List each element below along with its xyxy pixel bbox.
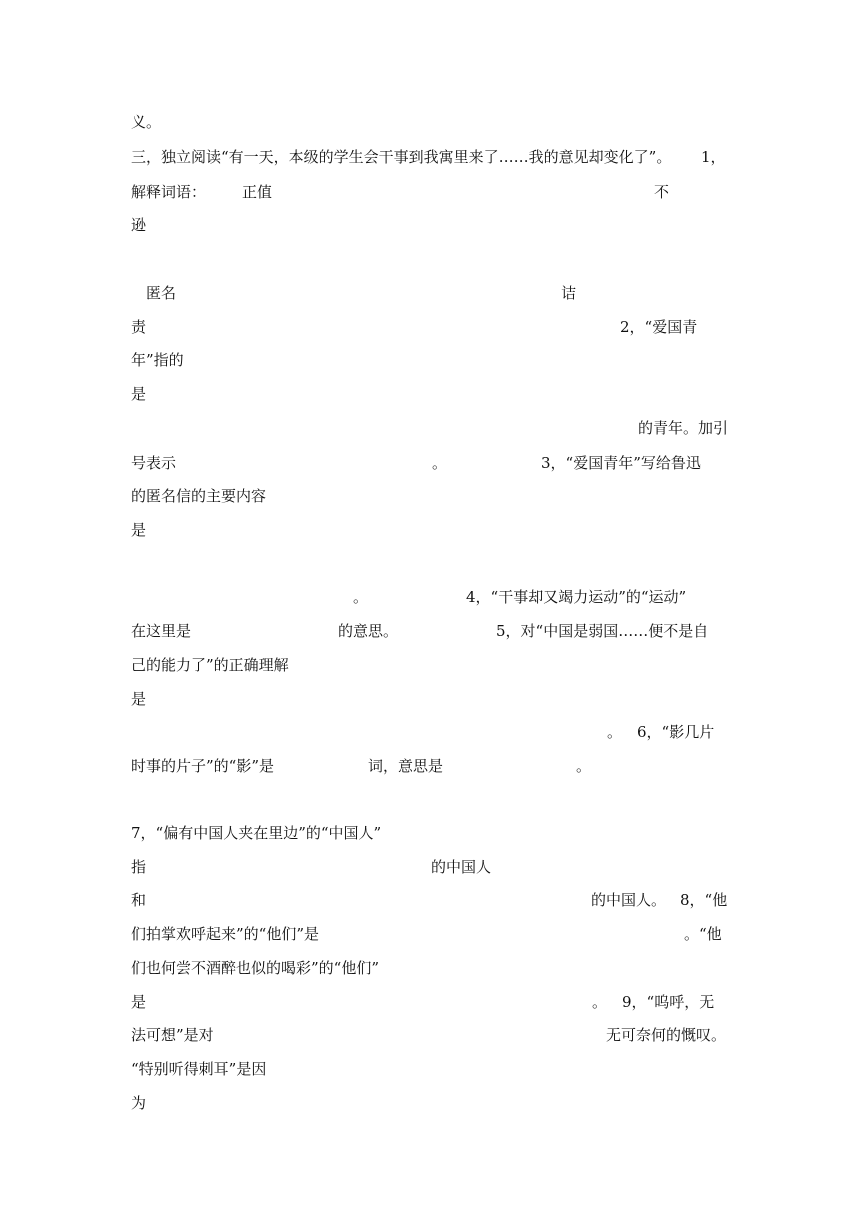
vocab-term: 不 bbox=[654, 183, 670, 201]
vocab-term: 责 bbox=[131, 318, 147, 336]
text-line: 们也何尝不酒醉也似的喝彩”的“他们” bbox=[131, 959, 380, 977]
question-text: 7，“偏有中国人夹在里边”的“中国人” bbox=[131, 824, 382, 842]
text-line: 年”指的 bbox=[131, 351, 184, 369]
text-line: “特别听得刺耳”是因 bbox=[131, 1060, 267, 1078]
vocab-term: 逊 bbox=[131, 216, 147, 234]
vocab-term: 正值 bbox=[242, 183, 273, 201]
text-line: 是 bbox=[131, 690, 147, 708]
text-line: 。“他 bbox=[684, 925, 722, 943]
text-line: 。 bbox=[353, 588, 369, 606]
text-line: 在这里是 bbox=[131, 622, 192, 640]
text-line: 词，意思是 bbox=[368, 757, 444, 775]
text-line: 的中国人。 bbox=[591, 891, 667, 909]
text-line: 是 bbox=[131, 521, 147, 539]
question-text: 2，“爱国青 bbox=[620, 318, 698, 336]
text-line: 号表示 bbox=[131, 454, 177, 472]
text-line: 的中国人 bbox=[431, 858, 492, 876]
text-line: 的匿名信的主要内容 bbox=[131, 487, 267, 505]
text-line: 法可想”是对 bbox=[131, 1026, 214, 1044]
question-3-heading: 三，独立阅读“有一天，本级的学生会干事到我寓里来了……我的意见却变化了”。 bbox=[131, 148, 672, 166]
question-text: 5，对“中国是弱国……便不是自 bbox=[496, 622, 709, 640]
text-line: 。 bbox=[592, 993, 608, 1011]
text-line: 无可奈何的慨叹。 bbox=[606, 1026, 727, 1044]
text-line: 为 bbox=[131, 1094, 147, 1112]
text-line: 和 bbox=[131, 891, 147, 909]
text-line: 解释词语： bbox=[131, 183, 207, 201]
text-line: 义。 bbox=[131, 113, 162, 131]
vocab-term: 匿名 bbox=[146, 284, 177, 302]
text-line: 是 bbox=[131, 385, 147, 403]
text-line: 是 bbox=[131, 993, 147, 1011]
text-line: 的青年。加引 bbox=[638, 419, 729, 437]
text-line: 己的能力了”的正确理解 bbox=[131, 656, 289, 674]
text-line: 指 bbox=[131, 858, 147, 876]
question-text: 4，“干事却又竭力运动”的“运动” bbox=[466, 588, 687, 606]
question-text: 9，“呜呼，无 bbox=[622, 993, 715, 1011]
text-line: 时事的片子”的“影”是 bbox=[131, 757, 275, 775]
text-line: 。 bbox=[576, 757, 592, 775]
text-line: 的意思。 bbox=[338, 622, 399, 640]
question-number: 1， bbox=[701, 148, 726, 166]
text-line: 。 bbox=[607, 723, 623, 741]
vocab-term: 诘 bbox=[561, 284, 577, 302]
text-line: 。 bbox=[432, 454, 448, 472]
question-text: 6，“影几片 bbox=[637, 723, 715, 741]
question-text: 3，“爱国青年”写给鲁迅 bbox=[541, 454, 701, 472]
question-text: 8，“他 bbox=[680, 891, 728, 909]
text-line: 们拍掌欢呼起来”的“他们”是 bbox=[131, 925, 320, 943]
